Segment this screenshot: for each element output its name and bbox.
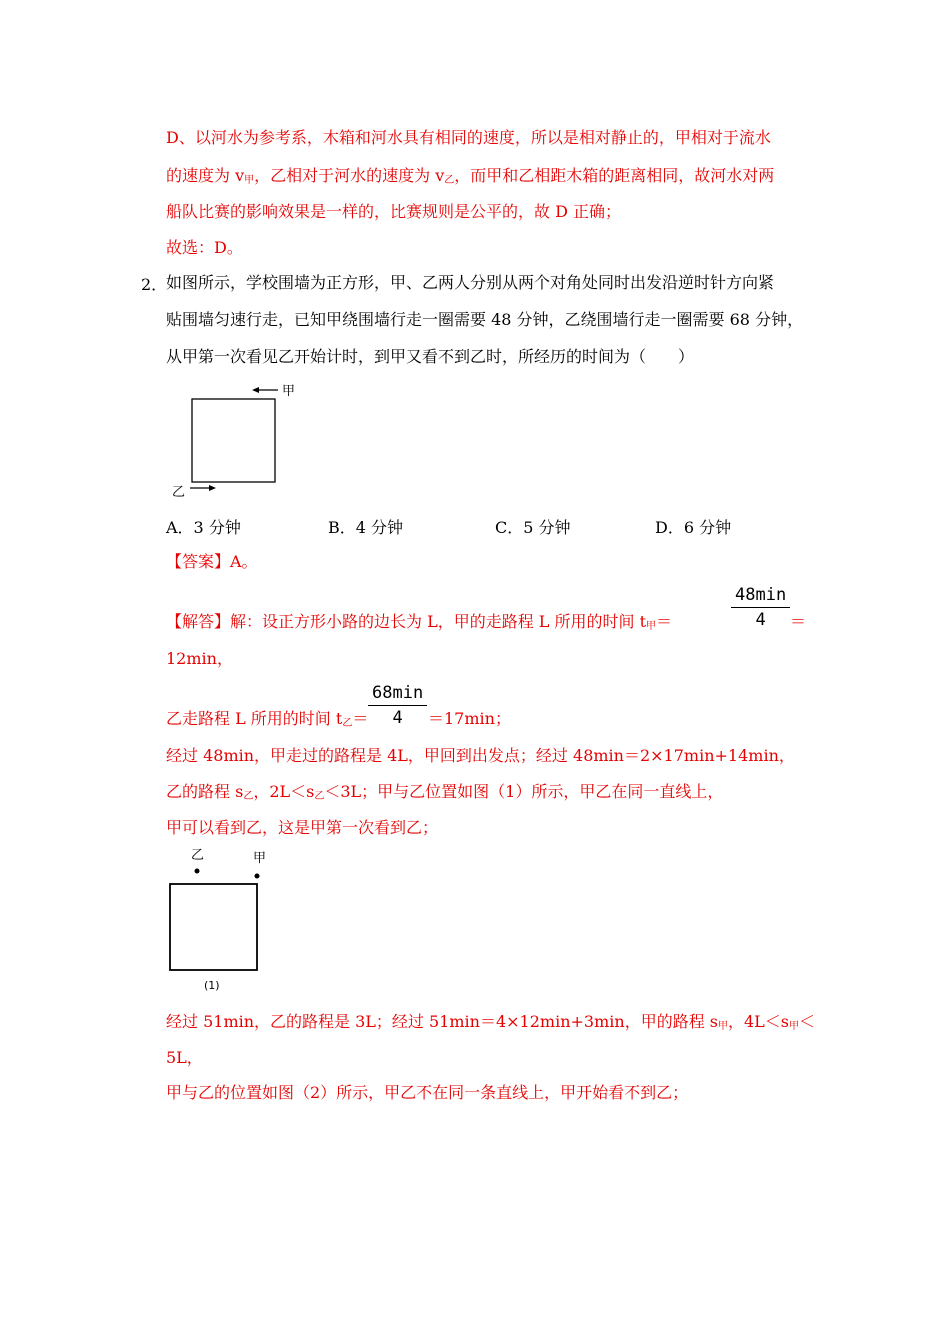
- answer: 【答案】A。: [166, 552, 258, 571]
- text: ＜3L；甲与乙位置如图（1）所示，甲乙在同一直线上，: [324, 782, 724, 801]
- point-jia: [255, 874, 260, 879]
- solution-line3-end: ＝17min；: [428, 709, 511, 728]
- fraction-denominator: 4: [755, 610, 766, 630]
- question-figure: [160, 378, 310, 503]
- label-yi: 乙: [172, 485, 186, 500]
- fraction-numerator: 48min: [731, 585, 790, 608]
- text: ＝: [656, 612, 673, 631]
- subscript: 甲: [718, 1021, 728, 1032]
- subscript: 甲: [244, 175, 255, 186]
- text: 经过 51min，乙的路程是 3L；经过 51min＝4×12min+3min，甲的路程 s: [166, 1012, 718, 1031]
- text: 乙的路程 s: [166, 782, 244, 801]
- subscript: 乙: [342, 718, 353, 729]
- prev-choice: 故选：D。: [166, 238, 243, 257]
- text: 【解答】解：设正方形小路的边长为 L，甲的走路程 L 所用的时间 t: [166, 612, 647, 631]
- fig1-label-jia: 甲: [253, 851, 267, 866]
- point-yi: [195, 869, 200, 874]
- option-b: B．4 分钟: [328, 518, 404, 537]
- arrowhead-right-icon: [209, 485, 216, 491]
- question-stem-line2: 贴围墙匀速行走，已知甲绕围墙行走一圈需要 48 分钟，乙绕围墙行走一圈需要 68 分钟，: [166, 310, 804, 329]
- subscript: 甲: [646, 621, 657, 632]
- solution-line1-end: ＝: [790, 612, 807, 631]
- fraction-68-over-4: [368, 683, 427, 728]
- subscript: 乙: [444, 175, 455, 186]
- solution-line9: 甲与乙的位置如图（2）所示，甲乙不在同一条直线上，甲开始看不到乙；: [166, 1083, 689, 1102]
- square-wall: [192, 399, 275, 482]
- fig1-square: [170, 884, 257, 970]
- subscript: 甲: [789, 1021, 800, 1032]
- fraction-48-over-4: [731, 585, 790, 630]
- question-number: 2．: [141, 275, 168, 294]
- solution-line6: 甲可以看到乙，这是甲第一次看到乙；: [166, 818, 439, 837]
- solution-figure-1: [160, 843, 280, 995]
- prev-option-d-line2: [166, 165, 774, 192]
- text: 乙走路程 L 所用的时间 t: [166, 709, 343, 728]
- question-stem-line1: 如图所示，学校围墙为正方形，甲、乙两人分别从两个对角处同时出发沿逆时针方向紧: [166, 273, 775, 292]
- solution-line5: [166, 781, 723, 808]
- text: ，而甲和乙相距木箱的距离相同，故河水对两: [454, 166, 775, 185]
- text: 的速度为 v: [166, 166, 245, 185]
- solution-line8: 5L，: [166, 1048, 203, 1067]
- text: ＝: [352, 709, 369, 728]
- solution-line4: 经过 48min，甲走过的路程是 4L，甲回到出发点；经过 48min＝2×17min+14min，: [166, 746, 795, 765]
- solution-line2: 12min，: [166, 649, 233, 668]
- option-d: D．6 分钟: [655, 518, 732, 537]
- subscript: 乙: [243, 791, 254, 802]
- question-stem-line3: 从甲第一次看见乙开始计时，到甲又看不到乙时，所经历的时间为（ ）: [166, 347, 695, 366]
- fig1-caption: (1): [204, 979, 220, 992]
- solution-line7: [166, 1011, 815, 1038]
- text: ，2L＜s: [253, 782, 315, 801]
- fraction-denominator: 4: [392, 708, 403, 728]
- fraction-numerator: 68min: [368, 683, 427, 706]
- prev-option-d-line3: 船队比赛的影响效果是一样的，比赛规则是公平的，故 D 正确；: [166, 202, 622, 221]
- solution-line3: [166, 708, 368, 735]
- text: ，4L＜s: [728, 1012, 790, 1031]
- text: ＜: [799, 1012, 816, 1031]
- subscript: 乙: [314, 791, 325, 802]
- arrowhead-left-icon: [252, 387, 259, 393]
- prev-option-d-line1: D、以河水为参考系，木箱和河水具有相同的速度，所以是相对静止的，甲相对于流水: [166, 128, 771, 147]
- text: ，乙相对于河水的速度为 v: [254, 166, 445, 185]
- label-jia: 甲: [282, 384, 296, 399]
- solution-line1: [166, 611, 672, 638]
- fig1-label-yi: 乙: [191, 848, 205, 863]
- option-a: A．3 分钟: [166, 518, 241, 537]
- option-c: C．5 分钟: [495, 518, 571, 537]
